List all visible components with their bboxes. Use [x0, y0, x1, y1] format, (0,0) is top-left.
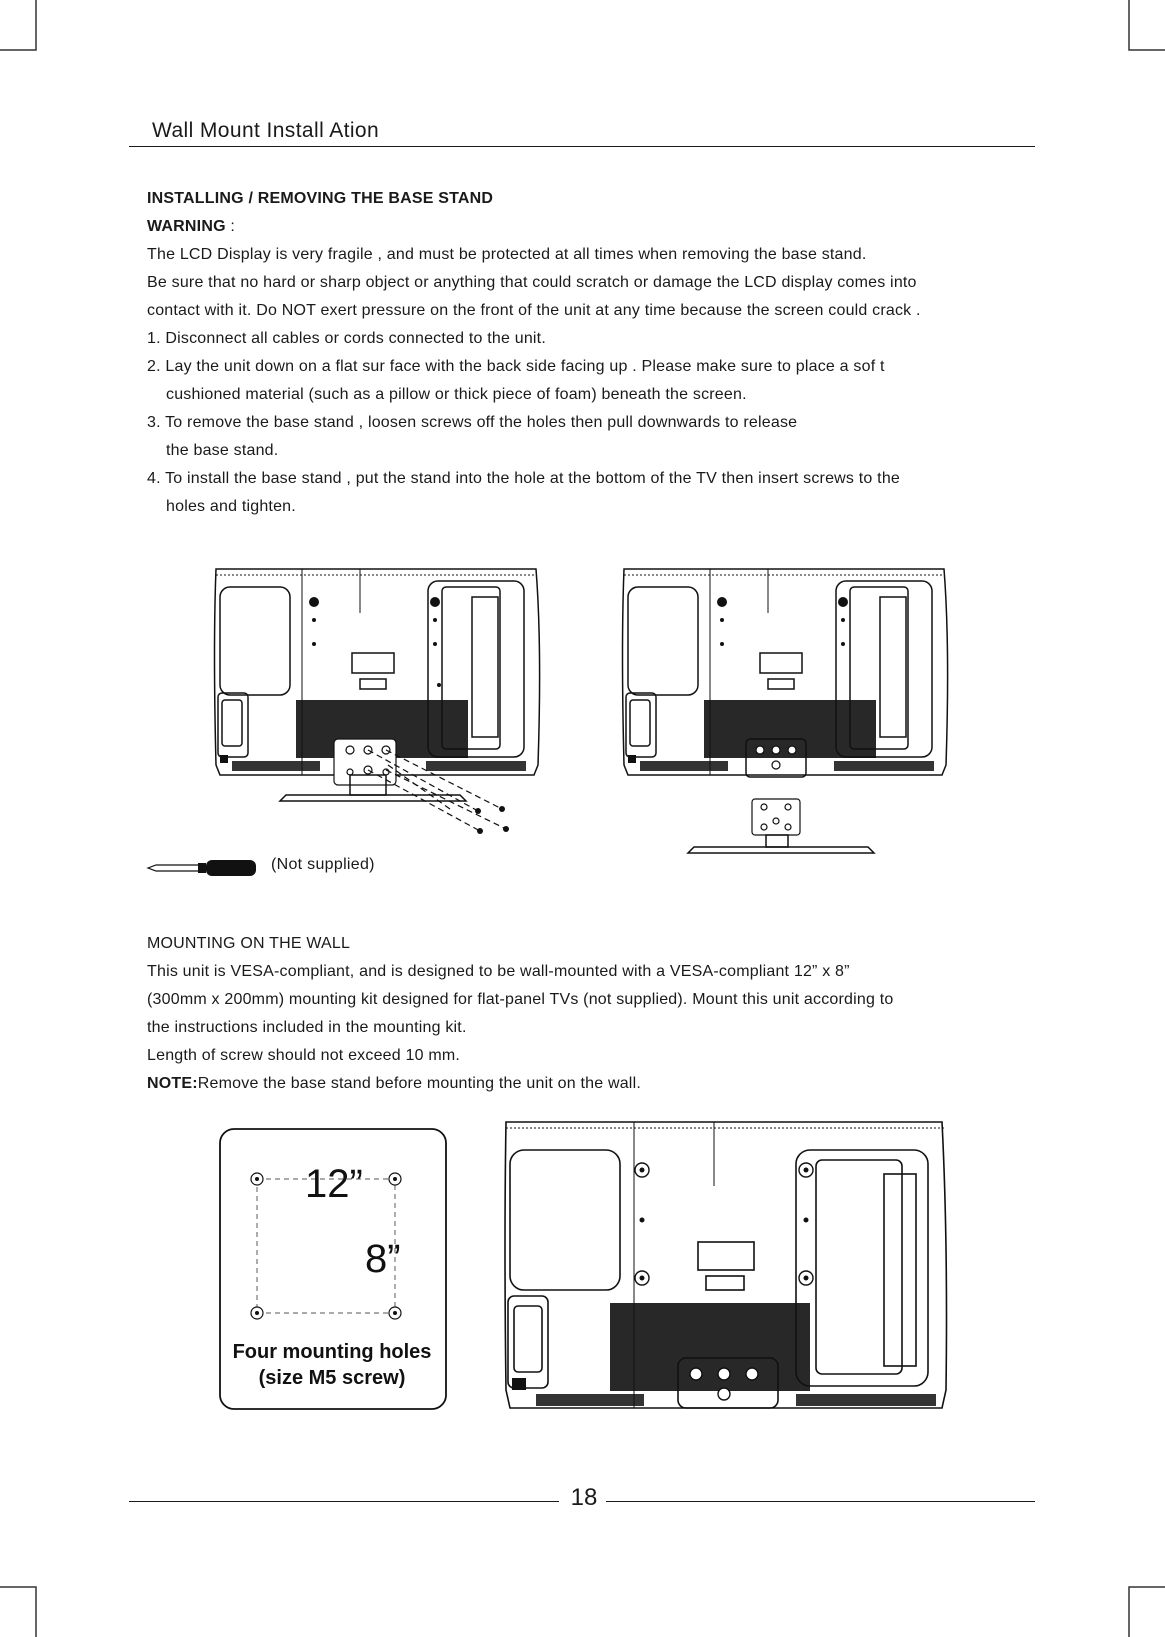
crop-mark-top-left [0, 0, 40, 52]
crop-mark-top-right [1125, 0, 1165, 52]
vesa-caption-line1: Four mounting holes [232, 1341, 432, 1363]
step-3-cont: the base stand. [166, 442, 279, 459]
tv-back-stand-removed-illustration [618, 565, 948, 855]
wall-heading: MOUNTING ON THE WALL [147, 935, 351, 952]
warning-text-1: The LCD Display is very fragile , and must be protected at all times when removing the base stand. [147, 246, 867, 263]
step-1: 1. Disconnect all cables or cords connected to the unit. [147, 330, 546, 347]
note-text: Remove the base stand before mounting the unit on the wall. [197, 1075, 641, 1092]
tv-back-with-stand-illustration [210, 565, 540, 835]
stand-instructions [147, 185, 1027, 521]
note-label: NOTE: [147, 1075, 198, 1092]
footer-rule-right [606, 1501, 1035, 1502]
tv-back-wall-mount-illustration [504, 1120, 946, 1412]
screwdriver-icon [148, 857, 258, 879]
wall-line-2: (300mm x 200mm) mounting kit designed for flat-panel TVs (not supplied). Mount this unit according to [147, 991, 894, 1008]
vesa-height-label: 8” [365, 1237, 401, 1281]
step-4: 4. To install the base stand , put the stand into the hole at the bottom of the TV then insert screws to the [147, 470, 901, 487]
warning-line [147, 213, 1027, 241]
vesa-hole-diagram [219, 1128, 449, 1412]
wall-line-3: the instructions included in the mounting kit. [147, 1019, 467, 1036]
crop-mark-bottom-left [0, 1585, 40, 1637]
warning-text-3: contact with it. Do NOT exert pressure on the front of the unit at any time because the screen could crack . [147, 302, 921, 319]
footer-rule-left [129, 1501, 559, 1502]
vesa-caption-line2: (size M5 screw) [258, 1367, 406, 1389]
wall-line-4: Length of screw should not exceed 10 mm. [147, 1047, 461, 1064]
warning-text-2: Be sure that no hard or sharp object or anything that could scratch or damage the LCD display comes into [147, 274, 917, 291]
stand-heading: INSTALLING / REMOVING THE BASE STAND [147, 190, 494, 207]
crop-mark-bottom-right [1125, 1585, 1165, 1637]
title-rule [129, 146, 1035, 147]
section-title: Wall Mount Install Ation [152, 119, 380, 142]
warning-label: WARNING [147, 218, 226, 235]
warning-colon: : [225, 218, 236, 235]
page-number: 18 [570, 1484, 598, 1511]
screwdriver-caption: (Not supplied) [271, 856, 375, 873]
vesa-width-label: 12” [305, 1162, 363, 1206]
note-line [147, 1070, 1027, 1098]
step-2: 2. Lay the unit down on a flat sur face with the back side facing up . Please make sure to place a sof t [147, 358, 885, 375]
wall-instructions [147, 930, 1027, 1098]
step-3: 3. To remove the base stand , loosen screws off the holes then pull downwards to release [147, 414, 798, 431]
step-2-cont: cushioned material (such as a pillow or thick piece of foam) beneath the screen. [166, 386, 747, 403]
step-4-cont: holes and tighten. [166, 498, 296, 515]
wall-line-1: This unit is VESA-compliant, and is designed to be wall-mounted with a VESA-compliant 12” x 8” [147, 963, 850, 980]
